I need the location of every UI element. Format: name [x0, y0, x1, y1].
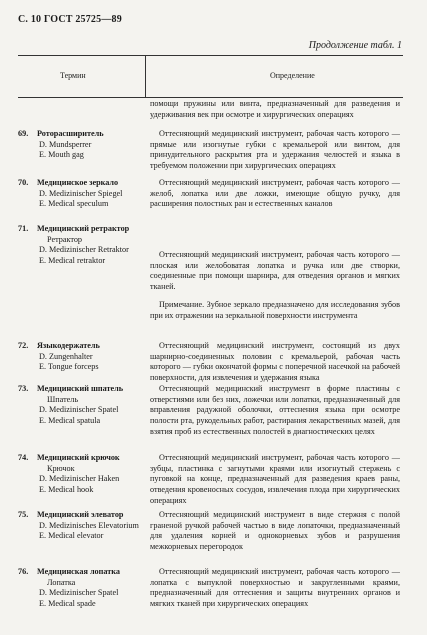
column-divider [145, 55, 146, 97]
term-foreign: D. Medizinischer Spatel [39, 588, 119, 597]
definition-entry [150, 384, 400, 438]
term-number: 76. [18, 567, 29, 576]
definition-continuation [150, 99, 400, 120]
term-number: 74. [18, 453, 29, 462]
term-russian: Языкодержатель [37, 341, 100, 350]
term-foreign: D. Mundsperrer [39, 139, 92, 149]
term-foreign: E. Mouth gag [39, 150, 84, 159]
term-number: 70. [18, 178, 29, 187]
table-continuation-label: Продолжение табл. 1 [308, 40, 402, 51]
term-entry [18, 567, 148, 609]
term-russian: Медицинский крючок [37, 453, 120, 462]
definition-text: помощи пружины или винта, предназначенный для разведения и удерживания век при осмотре и хирургических операциях [150, 99, 400, 119]
term-foreign: E. Medical retraktor [39, 255, 106, 265]
definition-text: Оттесняющий медицинский инструмент, рабочая часть которого — плоская или желобоватая лопатка и ручка или две створки, соединенные при помощи шарнира, для отведения органов и мягких тканей. [150, 250, 400, 292]
definition-text: Оттесняющий медицинский инструмент, состоящий из двух шарнирно-соединенных половин с кремальерой, рабочая часть которого — губки окончатой формы с поперечной насечкой на рабочей поверхности, для извлечения и удержания языка [150, 341, 400, 383]
definition-entry [150, 129, 400, 172]
definition-text: Оттесняющий медицинский инструмент, рабочая часть которого — лопатка с выпуклой поверхностью и закругленными краями, предназначенный для оттеснения и защиты внутренних органов и мягких тканей при хирургических операциях [150, 567, 400, 609]
table-top-rule [18, 55, 403, 56]
definition-text: Оттесняющий медицинский инструмент в виде стержня с полой граненой ручкой рабочей частью в виде лопаточки, предназначенный для удаления корней и однокорневых зубов и разрушения межкорневых перегородок [150, 510, 400, 552]
definition-text: Оттесняющий медицинский инструмент, рабочая часть которого — желоб, лопатка или две ложки, имеющие общую ручку, для расширения полостных ран и естественных каналов [150, 178, 400, 209]
term-entry [18, 178, 148, 210]
term-entry [18, 224, 148, 266]
term-russian: Медицинское зеркало [37, 178, 119, 187]
term-synonym: Крючок [47, 463, 75, 473]
definition-entry [150, 341, 400, 384]
definition-text: Оттесняющий медицинский инструмент, рабочая часть которого — зубцы, пластинка с загнутыми краями или изогнутый стержень с пуговкой на конце, предназначенный для разведения краев раны, отведения кровеносных сосудов, извлечения плода при хирургических операциях [150, 453, 400, 505]
term-foreign: D. Medizinischer Spatel [39, 405, 119, 414]
term-foreign: E. Tongue forceps [39, 362, 99, 371]
term-entry [18, 341, 148, 373]
term-entry [18, 129, 148, 161]
definition-entry [150, 453, 400, 507]
term-number: 75. [18, 510, 29, 519]
table-head-rule [18, 97, 403, 98]
definition-text: Оттесняющий медицинский инструмент, рабочая часть которого — прямые или изогнутые губки с кремальерой или винтом, для принудительного раскрытия рта и удержания челюстей и языка в требуемом положении при хирургических операциях [150, 129, 400, 171]
term-foreign: E. Medical spade [39, 598, 96, 608]
term-russian: Медицинская лопатка [37, 567, 120, 576]
term-russian: Медицинский элеватор [37, 510, 124, 519]
term-synonym: Ретрактор [47, 234, 83, 244]
definition-entry [150, 510, 400, 553]
term-synonym: Лопатка [47, 577, 76, 587]
term-russian: Медицинский шпатель [37, 384, 124, 393]
term-entry [18, 384, 148, 426]
term-synonym: Шпатель [47, 394, 79, 404]
term-foreign: D. Medizinischer Haken [39, 474, 120, 483]
definition-entry [150, 567, 400, 610]
term-number: 69. [18, 129, 29, 138]
term-foreign: D. Medizinischer Retraktor [39, 245, 129, 254]
term-foreign: D. Medizinischer Spiegel [39, 188, 123, 198]
term-foreign: E. Medical elevator [39, 531, 104, 540]
definition-entry [150, 250, 400, 321]
column-header-term: Термин [60, 71, 86, 80]
term-foreign: E. Medical hook [39, 484, 94, 494]
term-number: 71. [18, 224, 29, 233]
definition-entry [150, 178, 400, 210]
term-russian: Медицинский ретрактор [37, 224, 130, 233]
page-header-code: С. 10 ГОСТ 25725—89 [18, 14, 122, 25]
term-foreign: E. Medical spatula [39, 415, 101, 425]
term-entry [18, 453, 148, 495]
term-number: 73. [18, 384, 29, 393]
term-entry [18, 510, 148, 542]
column-header-definition: Определение [270, 71, 315, 80]
term-foreign: D. Medizinisches Elevatorium [39, 520, 139, 530]
term-russian: Роторасширитель [37, 129, 104, 138]
term-number: 72. [18, 341, 29, 350]
definition-text: Оттесняющий медицинский инструмент в форме пластины с отверстиями или без них, ложечки или лопатки, предназначенный для вправления радужной оболочки, оттеснения языка при осмотре полости рта, рукодельных работ, растирания лекарственных мазей, для взятия проб из естественных полостей в диагностических целях [150, 384, 400, 436]
definition-note: Примечание. Зубное зеркало предназначено для исследования зубов при их отражении на зеркальной поверхности инструмента [150, 299, 400, 320]
term-foreign: E. Medical speculum [39, 199, 109, 208]
term-foreign: D. Zungenhalter [39, 351, 93, 361]
